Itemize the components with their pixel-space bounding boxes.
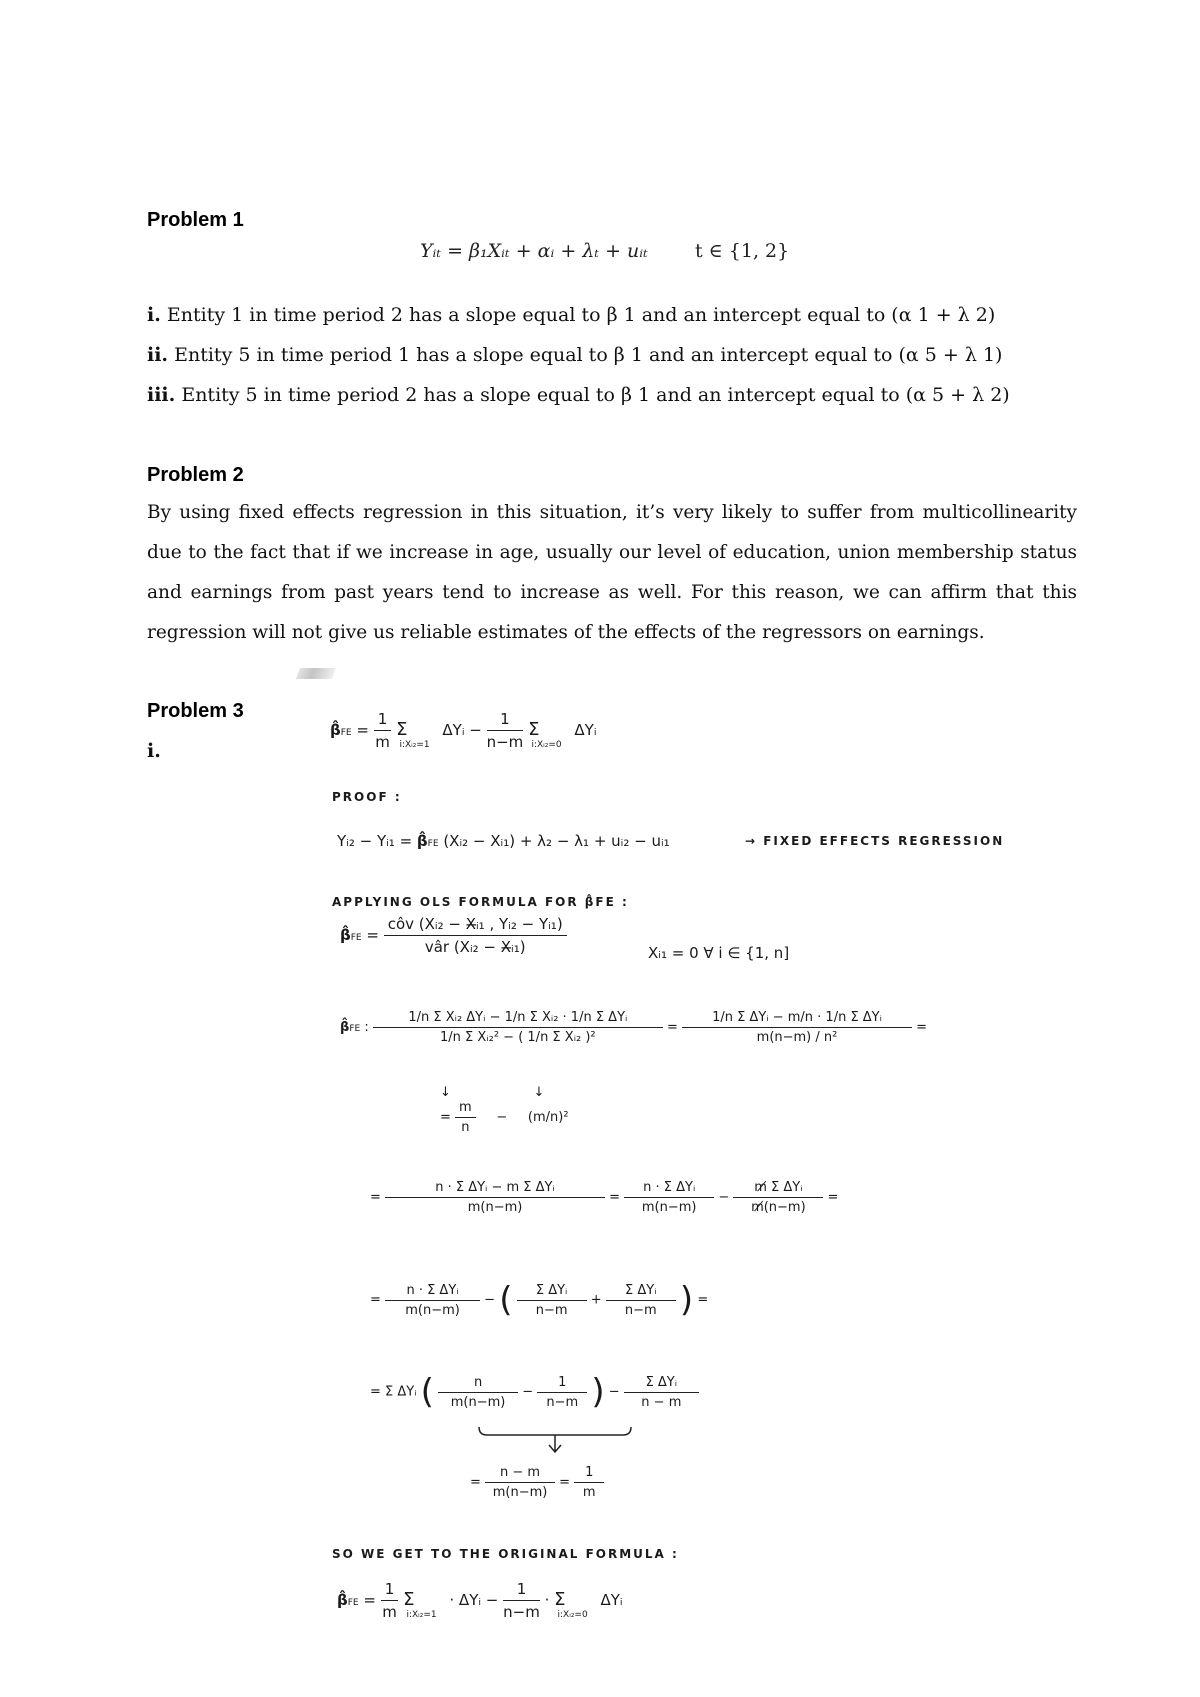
step-4: = $\frac{n - m}{m(n-m)}$ = $\frac{1}{m}$ <box>470 1465 604 1500</box>
problem-1-heading: Problem 1 <box>147 209 244 231</box>
problem-3-heading: Problem 3 <box>147 700 244 722</box>
step-3: = Σ ΔYᵢ ( $\frac{n}{m(n-m)}$ − $\frac{1}{n-m}$ ) − $\frac{\text{Σ ΔYᵢ}}{n - m}$ <box>370 1372 699 1412</box>
difference-equation: Yᵢ₂ − Yᵢ₁ = β̂FE (Xᵢ₂ − Xᵢ₁) + λ₂ − λ₁ + uᵢ₂ − uᵢ₁ <box>337 832 670 850</box>
paragraph-line: regression will not give us reliable estimates of the effects of the regressors on earnings. <box>147 622 985 643</box>
beta-fe-formula: β̂FE = $\frac{1}{m}$ $\Sigma_{i:Xᵢ_2=1}$ ΔYᵢ − $\frac{1}{n-m}$ $\Sigma_{i:Xᵢ_2=0}$ ΔYᵢ <box>330 710 597 751</box>
fixed-effects-note: → FIXED EFFECTS REGRESSION <box>745 834 1005 848</box>
item-text: Entity 5 in time period 1 has a slope equal to β 1 and an intercept equal to (α 5 + λ 1) <box>174 344 1003 366</box>
item-text: Entity 1 in time period 2 has a slope equal to β 1 and an intercept equal to (α 1 + λ 2) <box>166 304 996 326</box>
item-marker: iii. <box>147 384 176 406</box>
proof-label: PROOF : <box>332 790 402 804</box>
final-formula: β̂FE = $\frac{1}{m}$ $\Sigma_{i:Xᵢ_2=1}$ · ΔYᵢ − $\frac{1}{n-m}$ · $\Sigma_{i:Xᵢ_2=0}$ ΔYᵢ <box>337 1580 623 1621</box>
ols-label: APPLYING OLS FORMULA FOR β̂FE : <box>332 895 629 909</box>
item-marker: ii. <box>147 344 169 366</box>
conclusion-label: SO WE GET TO THE ORIGINAL FORMULA : <box>332 1547 679 1561</box>
list-item <box>147 384 1010 406</box>
step-2: = $\frac{\text{n · Σ ΔYᵢ}}{m(n-m)}$ − ( $\frac{\text{Σ ΔYᵢ}}{n-m}$ + $\frac{\text{Σ ΔYᵢ}}{n-m}$ ) = <box>370 1280 709 1320</box>
list-item <box>147 304 995 326</box>
ols-ratio: β̂FE = $\frac{\text{côv (Xᵢ₂ − X̶ᵢ₁ , Yᵢ₂ − Yᵢ₁)}}{\text{vâr (Xᵢ₂ − X̶ᵢ₁)}}$ <box>340 915 567 956</box>
brace-arrow <box>475 1425 635 1459</box>
item-text: Entity 5 in time period 2 has a slope equal to β 1 and an intercept equal to (α 5 + λ 2) <box>181 384 1010 406</box>
model-equation: Yᵢₜ = β₁Xᵢₜ + αᵢ + λₜ + uᵢₜ <box>420 240 648 262</box>
step-1: = $\frac{\text{n · Σ ΔYᵢ − m Σ ΔYᵢ}}{m(n-m)}$ = $\frac{\text{n · Σ ΔYᵢ}}{m(n-m)}$ − $\frac{\text{m̸ Σ ΔYᵢ}}{m̸(n-m)}$ = <box>370 1180 839 1215</box>
condition: Xᵢ₁ = 0 ∀ i ∈ {1, n] <box>648 944 790 962</box>
time-domain: t ∈ {1, 2} <box>695 240 790 262</box>
moment-values: ↓ ↓ = $\frac{m}{n}$ − (m/n)² <box>440 1085 569 1135</box>
problem-2-heading: Problem 2 <box>147 464 244 486</box>
problem-3-marker: i. <box>147 740 161 762</box>
problem-2-paragraph <box>147 493 1077 653</box>
expanded-fraction: β̂FE : $\frac{\text{1/n Σ Xᵢ₂ ΔYᵢ − 1/n Σ Xᵢ₂ · 1/n Σ ΔYᵢ}}{\text{1/n Σ Xᵢ₂² − ( 1/n Σ Xᵢ₂ )²}}$ = $\frac{\text{1/n Σ ΔYᵢ − m/n · 1/n Σ ΔYᵢ}}{\text{m(n−m) / n²}}$ = <box>340 1010 928 1045</box>
paragraph-line: By using fixed effects regression in this situation, it’s very likely to suffer from multicollinearity <box>147 502 1077 523</box>
paragraph-line: and earnings from past years tend to increase as well. For this reason, we can affirm that this <box>147 582 1077 603</box>
paragraph-line: due to the fact that if we increase in age, usually our level of education, union membership status <box>147 542 1077 563</box>
list-item <box>147 344 1002 366</box>
scan-smudge <box>296 668 336 679</box>
item-marker: i. <box>147 304 161 326</box>
